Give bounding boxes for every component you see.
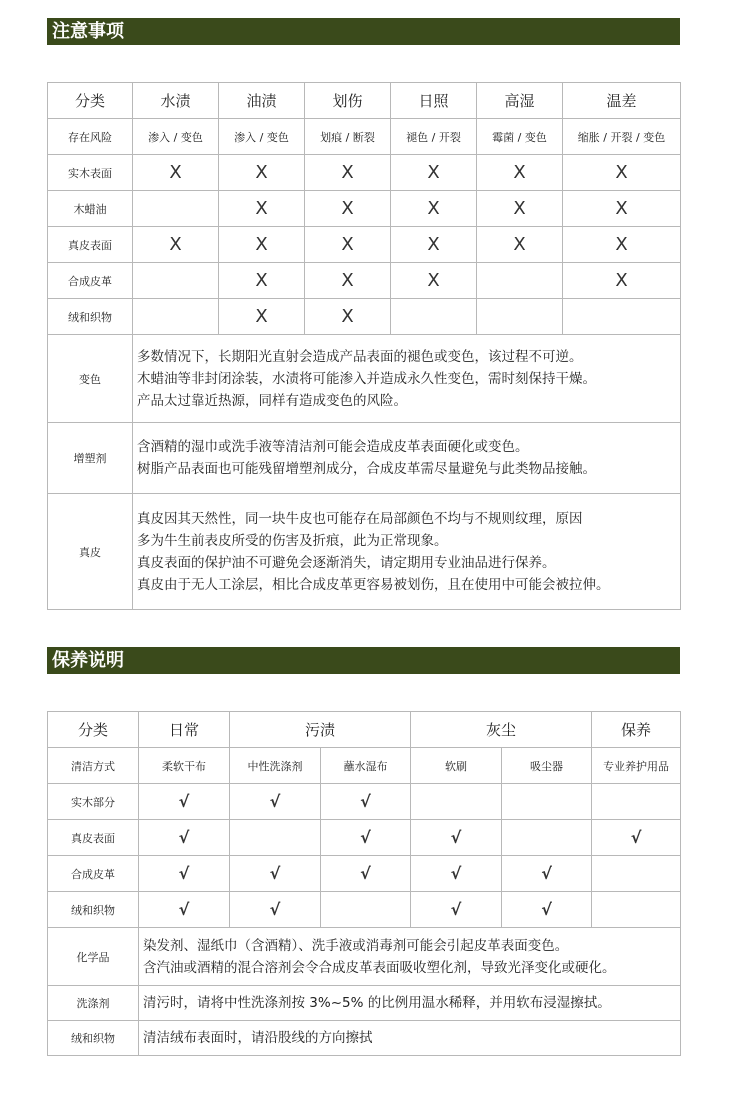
header-cell: 保养 [592,712,681,748]
header-cell: 日常 [139,712,230,748]
check-cell: √ [139,784,230,820]
risk-cell: 霉菌 / 变色 [477,119,563,155]
check-cell: √ [230,892,321,928]
note-line: 真皮表面的保护油不可避免会逐渐消失，请定期用专业油品进行保养。 [137,554,556,571]
row-label: 绒和织物 [48,892,139,928]
table-row [48,892,681,928]
section-title-precautions: 注意事项 [47,18,680,45]
risk-row [48,119,681,155]
precautions-table [47,82,681,610]
check-cell [502,820,592,856]
risk-cell: 渗入 / 变色 [133,119,219,155]
header-cell: 水渍 [133,83,219,119]
mark-cell: X [563,191,681,227]
note-line: 多为牛生前表皮所受的伤害及折痕，此为正常现象。 [137,532,448,549]
check-cell: √ [502,892,592,928]
row-label: 木蜡油 [48,191,133,227]
note-line: 染发剂、湿纸巾（含酒精）、洗手液或消毒剂可能会引起皮革表面变色。 [143,937,569,954]
header-cell: 日照 [391,83,477,119]
mark-cell: X [133,155,219,191]
table-row [48,820,681,856]
note-line: 树脂产品表面也可能残留增塑剂成分，合成皮革需尽量避免与此类物品接触。 [137,461,596,477]
mark-cell [477,299,563,335]
note-row [48,423,681,494]
note-label: 绒和织物 [48,1021,139,1056]
header-cell: 分类 [48,83,133,119]
mark-cell: X [133,227,219,263]
note-label: 化学品 [48,928,139,986]
header-cell: 划伤 [305,83,391,119]
check-cell: √ [411,856,502,892]
table-header-row [48,712,681,748]
note-label: 增塑剂 [48,423,133,494]
note-text [139,928,681,986]
mark-cell: X [391,227,477,263]
risk-cell: 划痕 / 断裂 [305,119,391,155]
note-text [139,1021,681,1056]
table-row [48,191,681,227]
note-line: 真皮由于无人工涂层，相比合成皮革更容易被划伤，且在使用中可能会被拉伸。 [137,576,610,593]
mark-cell: X [305,155,391,191]
check-cell: √ [230,784,321,820]
mark-cell: X [477,155,563,191]
note-line: 清污时，请将中性洗涤剂按 3%~5% 的比例用温水稀释，并用软布浸湿擦拭。 [143,995,611,1011]
section-title-care: 保养说明 [47,647,680,674]
note-row [48,494,681,610]
row-label: 实木表面 [48,155,133,191]
table-header-row [48,83,681,119]
check-cell [230,820,321,856]
mark-cell: X [305,227,391,263]
mark-cell: X [477,227,563,263]
check-cell: √ [139,892,230,928]
method-cell: 专业养护用品 [592,748,681,784]
mark-cell: X [391,263,477,299]
mark-cell: X [391,191,477,227]
row-label: 合成皮革 [48,263,133,299]
mark-cell: X [305,263,391,299]
mark-cell: X [219,227,305,263]
risk-cell: 缩胀 / 开裂 / 变色 [563,119,681,155]
check-cell: √ [321,820,411,856]
method-cell: 清洁方式 [48,748,139,784]
mark-cell: X [563,155,681,191]
note-line: 清洁绒布表面时，请沿股线的方向擦拭 [143,1030,373,1046]
mark-cell: X [391,155,477,191]
note-text [133,423,681,494]
note-row [48,986,681,1021]
row-label: 实木部分 [48,784,139,820]
check-cell: √ [139,856,230,892]
header-cell: 污渍 [230,712,411,748]
method-cell: 中性洗涤剂 [230,748,321,784]
method-cell: 蘸水湿布 [321,748,411,784]
risk-cell: 渗入 / 变色 [219,119,305,155]
table-row [48,155,681,191]
header-cell: 灰尘 [411,712,592,748]
method-cell: 软刷 [411,748,502,784]
table-row [48,784,681,820]
note-text [133,335,681,423]
note-line: 木蜡油等非封闭涂装，水渍将可能渗入并造成永久性变色，需时刻保持干燥。 [137,370,596,387]
mark-cell [391,299,477,335]
mark-cell [133,299,219,335]
care-table [47,711,681,1056]
header-cell: 油渍 [219,83,305,119]
mark-cell: X [219,299,305,335]
check-cell [411,784,502,820]
check-cell: √ [411,820,502,856]
check-cell [592,784,681,820]
method-cell: 吸尘器 [502,748,592,784]
note-line: 含汽油或酒精的混合溶剂会令合成皮革表面吸收塑化剂，导致光泽变化或硬化。 [143,959,616,976]
mark-cell [477,263,563,299]
mark-cell: X [305,191,391,227]
note-line: 多数情况下，长期阳光直射会造成产品表面的褪色或变色，该过程不可逆。 [137,348,583,365]
check-cell [502,784,592,820]
note-label: 真皮 [48,494,133,610]
check-cell: √ [321,856,411,892]
row-label: 真皮表面 [48,227,133,263]
methods-row [48,748,681,784]
note-label: 变色 [48,335,133,423]
note-line: 真皮因其天然性，同一块牛皮也可能存在局部颜色不均与不规则纹理，原因 [137,510,583,527]
mark-cell: X [219,263,305,299]
mark-cell: X [563,263,681,299]
mark-cell: X [563,227,681,263]
table-row [48,263,681,299]
risk-cell: 褪色 / 开裂 [391,119,477,155]
check-cell [592,892,681,928]
header-cell: 温差 [563,83,681,119]
table-row [48,227,681,263]
note-row [48,1021,681,1056]
table-row [48,299,681,335]
check-cell: √ [230,856,321,892]
check-cell: √ [411,892,502,928]
check-cell: √ [139,820,230,856]
note-line: 产品太过靠近热源，同样有造成变色的风险。 [137,392,407,409]
mark-cell: X [477,191,563,227]
mark-cell [133,263,219,299]
mark-cell [133,191,219,227]
mark-cell [563,299,681,335]
note-label: 洗涤剂 [48,986,139,1021]
mark-cell: X [219,155,305,191]
note-text [133,494,681,610]
check-cell [321,892,411,928]
mark-cell: X [305,299,391,335]
note-line: 含酒精的湿巾或洗手液等清洁剂可能会造成皮革表面硬化或变色。 [137,439,529,455]
check-cell: √ [321,784,411,820]
note-row [48,928,681,986]
check-cell [592,856,681,892]
method-cell: 柔软干布 [139,748,230,784]
header-cell: 高湿 [477,83,563,119]
row-label: 绒和织物 [48,299,133,335]
row-label: 合成皮革 [48,856,139,892]
risk-cell: 存在风险 [48,119,133,155]
row-label: 真皮表面 [48,820,139,856]
header-cell: 分类 [48,712,139,748]
note-row [48,335,681,423]
check-cell: √ [502,856,592,892]
table-row [48,856,681,892]
mark-cell: X [219,191,305,227]
note-text [139,986,681,1021]
check-cell: √ [592,820,681,856]
